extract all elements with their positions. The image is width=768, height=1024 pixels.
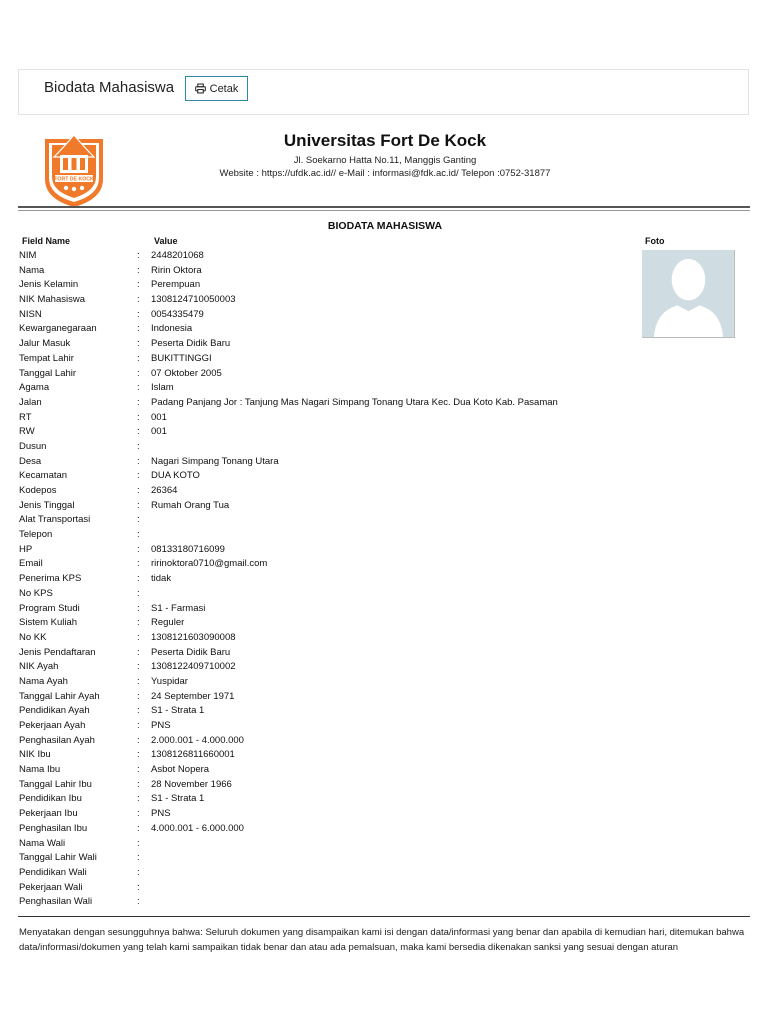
field-separator: : (137, 734, 140, 746)
field-value: 07 Oktober 2005 (151, 367, 222, 379)
field-label: Alat Transportasi (19, 514, 91, 526)
field-value: 2.000.001 - 4.000.000 (151, 734, 244, 746)
field-separator: : (137, 323, 140, 335)
field-separator: : (137, 294, 140, 306)
field-value (151, 513, 639, 528)
field-label: Email (19, 558, 43, 570)
field-separator: : (137, 764, 140, 776)
field-value: Peserta Didik Baru (151, 338, 231, 350)
field-value: Ririn Oktora (151, 264, 202, 276)
table-row (19, 484, 639, 499)
field-label: Agama (19, 382, 50, 394)
table-row (19, 513, 639, 528)
field-label: Penghasilan Wali (19, 896, 93, 908)
field-separator: : (137, 470, 140, 482)
field-separator: : (137, 896, 140, 908)
header-divider (18, 206, 750, 208)
field-separator: : (137, 308, 140, 320)
page-title: Biodata Mahasiswa (44, 79, 175, 96)
field-separator: : (137, 631, 140, 643)
field-value: Padang Panjang Jor : Tanjung Mas Nagari Simpang Tonang Utara Kec. Dua Koto Kab. Pasaman (151, 396, 558, 408)
table-row (19, 352, 639, 367)
table-row (19, 631, 639, 646)
field-separator: : (137, 338, 140, 350)
field-value: 1308126811660001 (151, 749, 235, 761)
table-row (19, 543, 639, 558)
printer-icon (195, 83, 206, 94)
field-label: Jenis Tinggal (19, 499, 75, 511)
field-value (151, 881, 639, 896)
field-separator: : (137, 866, 140, 878)
field-separator: : (137, 822, 140, 834)
field-value: 001 (151, 426, 167, 438)
field-value: 2448201068 (151, 250, 204, 261)
field-separator: : (137, 690, 140, 702)
logo-text: FORT DE KOCK (54, 176, 94, 183)
field-label: Nama (19, 264, 45, 276)
field-value: Indonesia (151, 323, 193, 335)
field-value: DUA KOTO (151, 470, 200, 482)
field-label: Pekerjaan Ayah (19, 720, 86, 731)
table-row (19, 337, 639, 352)
university-address: Jl. Soekarno Hatta No.11, Manggis Ganting (293, 155, 477, 166)
field-separator: : (137, 396, 140, 408)
field-label: RT (19, 411, 32, 423)
field-separator: : (137, 558, 140, 570)
field-label: Jalan (19, 396, 42, 408)
field-label: No KPS (19, 587, 53, 599)
field-label: NIM (19, 250, 37, 261)
field-value: 4.000.001 - 6.000.000 (151, 822, 244, 834)
field-label: Pekerjaan Ibu (19, 808, 78, 820)
field-label: Dusun (19, 440, 47, 452)
table-row (19, 837, 639, 852)
field-value: 28 November 1966 (151, 778, 232, 790)
field-label: Pendidikan Ayah (19, 705, 90, 717)
table-row (19, 748, 639, 763)
table-row (19, 675, 639, 690)
field-separator: : (137, 279, 140, 291)
table-row (19, 704, 639, 719)
field-label: Kewarganegaraan (19, 323, 97, 335)
table-row (19, 851, 639, 866)
table-row (19, 690, 639, 705)
field-separator: : (137, 617, 140, 629)
field-separator: : (137, 749, 140, 761)
biodata-table (19, 249, 639, 910)
table-row (19, 587, 639, 602)
field-separator: : (137, 720, 140, 731)
field-label: Program Studi (19, 602, 80, 614)
field-separator: : (137, 852, 140, 864)
print-button-label: Cetak (209, 82, 239, 95)
field-value: 1308122409710002 (151, 661, 236, 673)
table-row (19, 528, 639, 543)
field-separator: : (137, 440, 140, 452)
table-row (19, 792, 639, 807)
field-label: Pendidikan Wali (19, 866, 87, 878)
declaration-statement: Menyatakan dengan sesungguhnya bahwa: Seluruh dokumen yang disampaikan kami isi dengan data/informasi yang benar dan apabila di kemudian hari, ditemukan bahwa data/informasi/dokumen yang telah kami sampaikan tidak benar dan atau ada pemalsuan, maka kami bersedia dikenakan sanksi yang sesuai dengan aturan (19, 927, 745, 953)
field-value (151, 837, 639, 852)
field-label: Telepon (19, 529, 53, 541)
field-label: Pekerjaan Wali (19, 881, 83, 893)
field-separator: : (137, 573, 140, 585)
header-card (18, 69, 749, 115)
field-value: 001 (151, 411, 167, 423)
field-separator: : (137, 352, 140, 364)
field-label: Penerima KPS (19, 573, 82, 585)
field-separator: : (137, 587, 140, 599)
field-label: HP (19, 543, 33, 555)
column-header-field: Field Name (22, 236, 71, 246)
user-silhouette-icon (642, 250, 735, 338)
table-row (19, 455, 639, 470)
field-value: S1 - Farmasi (151, 602, 206, 614)
field-separator: : (137, 778, 140, 790)
field-value: PNS (151, 720, 171, 731)
table-row (19, 807, 639, 822)
university-logo (42, 127, 106, 209)
field-value: Nagari Simpang Tonang Utara (151, 455, 279, 467)
field-value: S1 - Strata 1 (151, 793, 205, 805)
field-separator: : (137, 675, 140, 687)
table-row (19, 499, 639, 514)
table-row (19, 881, 639, 896)
field-label: Tempat Lahir (19, 352, 74, 364)
table-row (19, 602, 639, 617)
field-value: tidak (151, 573, 172, 585)
field-separator: : (137, 411, 140, 423)
field-separator: : (137, 455, 140, 467)
table-row (19, 616, 639, 631)
table-row (19, 660, 639, 675)
field-value: 0054335479 (151, 308, 204, 320)
field-separator: : (137, 514, 140, 526)
table-row (19, 866, 639, 881)
table-row (19, 719, 639, 734)
field-value: ririnoktora0710@gmail.com (151, 558, 268, 570)
field-separator: : (137, 382, 140, 394)
table-row (19, 293, 639, 308)
field-separator: : (137, 529, 140, 541)
field-label: Nama Ibu (19, 764, 61, 776)
field-label: Jenis Kelamin (19, 279, 79, 291)
field-label: NIK Ayah (19, 661, 59, 673)
table-row (19, 734, 639, 749)
table-row (19, 778, 639, 793)
table-row (19, 895, 639, 910)
field-label: NIK Mahasiswa (19, 294, 85, 306)
table-row (19, 278, 639, 293)
field-value: 08133180716099 (151, 543, 225, 555)
column-header-value: Value (154, 236, 178, 246)
field-separator: : (137, 543, 140, 555)
university-contact: Website : https://ufdk.ac.id// e-Mail : informasi@fdk.ac.id/ Telepon :0752-31877 (219, 168, 551, 179)
field-separator: : (137, 646, 140, 658)
field-separator: : (137, 808, 140, 820)
field-separator: : (137, 485, 140, 496)
field-separator: : (137, 705, 140, 717)
table-row (19, 322, 639, 337)
table-row (19, 557, 639, 572)
table-row (19, 411, 639, 426)
table-row (19, 396, 639, 411)
table-row (19, 367, 639, 382)
table-row (19, 308, 639, 323)
table-row (19, 264, 639, 279)
field-separator: : (137, 881, 140, 893)
field-separator: : (137, 426, 140, 438)
field-label: Penghasilan Ayah (19, 734, 95, 746)
field-value: S1 - Strata 1 (151, 705, 205, 717)
field-label: Nama Ayah (19, 675, 68, 687)
field-label: NIK Ibu (19, 749, 51, 761)
table-row (19, 646, 639, 661)
field-separator: : (137, 602, 140, 614)
university-name: Universitas Fort De Kock (283, 131, 487, 150)
table-row (19, 469, 639, 484)
field-label: Jalur Masuk (19, 338, 71, 350)
field-label: Tanggal Lahir Ayah (19, 690, 100, 702)
field-value: Yuspidar (151, 675, 188, 687)
field-separator: : (137, 661, 140, 673)
field-value: Rumah Orang Tua (151, 499, 230, 511)
field-label: NISN (19, 308, 42, 320)
field-separator: : (137, 837, 140, 849)
field-separator: : (137, 250, 140, 261)
field-label: Kecamatan (19, 470, 68, 482)
field-label: Tanggal Lahir Wali (19, 852, 97, 864)
field-label: Tanggal Lahir Ibu (19, 778, 92, 790)
field-value: Islam (151, 382, 174, 394)
table-row (19, 763, 639, 778)
field-value (151, 440, 639, 455)
field-label: Tanggal Lahir (19, 367, 77, 379)
print-button[interactable] (185, 76, 248, 101)
field-value (151, 587, 639, 602)
section-title: BIODATA MAHASISWA (327, 220, 443, 232)
field-separator: : (137, 264, 140, 276)
field-value: Perempuan (151, 279, 201, 291)
column-header-photo: Foto (645, 236, 665, 246)
field-value (151, 851, 639, 866)
table-row (19, 572, 639, 587)
field-value: BUKITTINGGI (151, 352, 212, 364)
field-label: RW (19, 426, 35, 438)
field-value (151, 866, 639, 881)
field-label: Desa (19, 455, 42, 467)
field-separator: : (137, 499, 140, 511)
field-value: 1308121603090008 (151, 631, 236, 643)
field-value: Reguler (151, 617, 185, 629)
field-label: Penghasilan Ibu (19, 822, 88, 834)
header-divider-thin (18, 210, 750, 211)
field-label: Jenis Pendaftaran (19, 646, 96, 658)
table-row (19, 249, 639, 264)
field-value: 26364 (151, 485, 178, 496)
field-value: PNS (151, 808, 171, 820)
field-label: Pendidikan Ibu (19, 793, 82, 805)
footer-divider (18, 916, 750, 917)
field-label: Nama Wali (19, 837, 66, 849)
field-value: 1308124710050003 (151, 294, 236, 306)
table-row (19, 425, 639, 440)
table-row (19, 822, 639, 837)
field-separator: : (137, 367, 140, 379)
field-label: Sistem Kuliah (19, 617, 78, 629)
field-value (151, 528, 639, 543)
field-value: 24 September 1971 (151, 690, 235, 702)
field-value: Asbot Nopera (151, 764, 210, 776)
field-value (151, 895, 639, 910)
field-label: Kodepos (19, 485, 57, 496)
table-row (19, 381, 639, 396)
table-row (19, 440, 639, 455)
field-value: Peserta Didik Baru (151, 646, 231, 658)
field-label: No KK (19, 631, 47, 643)
field-separator: : (137, 793, 140, 805)
